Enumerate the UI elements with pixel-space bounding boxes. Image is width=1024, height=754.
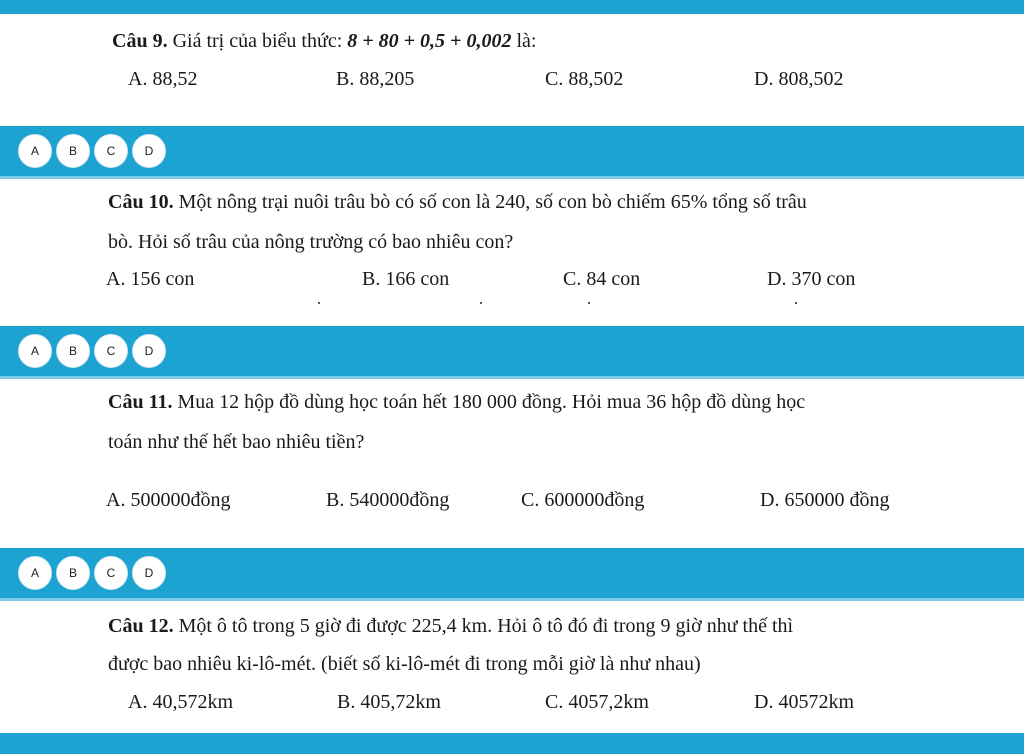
option-d: D. 650000 đồng [760, 489, 890, 511]
answer-bar-bottom [0, 733, 1024, 754]
option-a: A. 40,572km [128, 691, 233, 713]
option-a: A. 500000đồng [106, 489, 231, 511]
option-c: C. 88,502 [545, 68, 624, 90]
answer-choice-c[interactable]: C [94, 334, 128, 368]
question-text: Một nông trại nuôi trâu bò có số con là 240, số con bò chiếm 65% tổng số trâu [178, 191, 807, 213]
option-c: C. 600000đồng [521, 489, 645, 511]
question-10-line-2: bò. Hỏi số trâu của nông trường có bao nhiêu con? [108, 231, 514, 253]
option-c: C. 84 con [563, 268, 641, 290]
answer-choice-b[interactable]: B [56, 334, 90, 368]
answer-choices [18, 134, 170, 168]
question-text: Giá trị của biểu thức: [172, 30, 343, 52]
option-d: D. 40572km [754, 691, 854, 713]
option-b: B. 405,72km [337, 691, 441, 713]
question-label: Câu 10. [108, 191, 174, 213]
answer-choice-d[interactable]: D [132, 334, 166, 368]
answer-choice-a[interactable]: A [18, 334, 52, 368]
answer-bar-shadow [0, 598, 1024, 601]
question-11-line-2: toán như thế hết bao nhiêu tiền? [108, 431, 365, 453]
question-text: Một ô tô trong 5 giờ đi được 225,4 km. Hỏi ô tô đó đi trong 9 giờ như thế thì [178, 615, 794, 637]
answer-choice-d[interactable]: D [132, 134, 166, 168]
option-d: D. 370 con [767, 268, 856, 290]
question-12 [108, 615, 793, 638]
option-b: B. 166 con [362, 268, 450, 290]
answer-choice-b[interactable]: B [56, 556, 90, 590]
answer-choice-a[interactable]: A [18, 556, 52, 590]
question-label: Câu 12. [108, 615, 174, 637]
scan-mark [588, 302, 590, 304]
math-expression: 8 + 80 + 0,5 + 0,002 [347, 30, 512, 52]
option-b: B. 540000đồng [326, 489, 450, 511]
question-label: Câu 11. [108, 391, 173, 413]
answer-choices [18, 556, 170, 590]
answer-choice-c[interactable]: C [94, 556, 128, 590]
question-12-line-2: được bao nhiêu ki-lô-mét. (biết số ki-lô-mét đi trong mỗi giờ là như nhau) [108, 653, 701, 675]
scan-mark [795, 302, 797, 304]
answer-choice-c[interactable]: C [94, 134, 128, 168]
answer-choices [18, 334, 170, 368]
option-b: B. 88,205 [336, 68, 415, 90]
question-9 [112, 30, 536, 53]
option-d: D. 808,502 [754, 68, 844, 90]
question-label: Câu 9. [112, 30, 168, 52]
option-c: C. 4057,2km [545, 691, 649, 713]
question-text: Mua 12 hộp đồ dùng học toán hết 180 000 đồng. Hỏi mua 36 hộp đồ dùng học [177, 391, 806, 413]
option-a: A. 88,52 [128, 68, 198, 90]
question-text: là: [516, 30, 537, 52]
option-a: A. 156 con [106, 268, 195, 290]
question-11 [108, 391, 805, 414]
scan-mark [318, 302, 320, 304]
answer-bar-shadow [0, 376, 1024, 379]
question-10 [108, 191, 807, 214]
answer-bar-shadow [0, 176, 1024, 179]
scan-mark [480, 302, 482, 304]
answer-choice-d[interactable]: D [132, 556, 166, 590]
answer-choice-a[interactable]: A [18, 134, 52, 168]
answer-choice-b[interactable]: B [56, 134, 90, 168]
answer-bar-top [0, 0, 1024, 14]
